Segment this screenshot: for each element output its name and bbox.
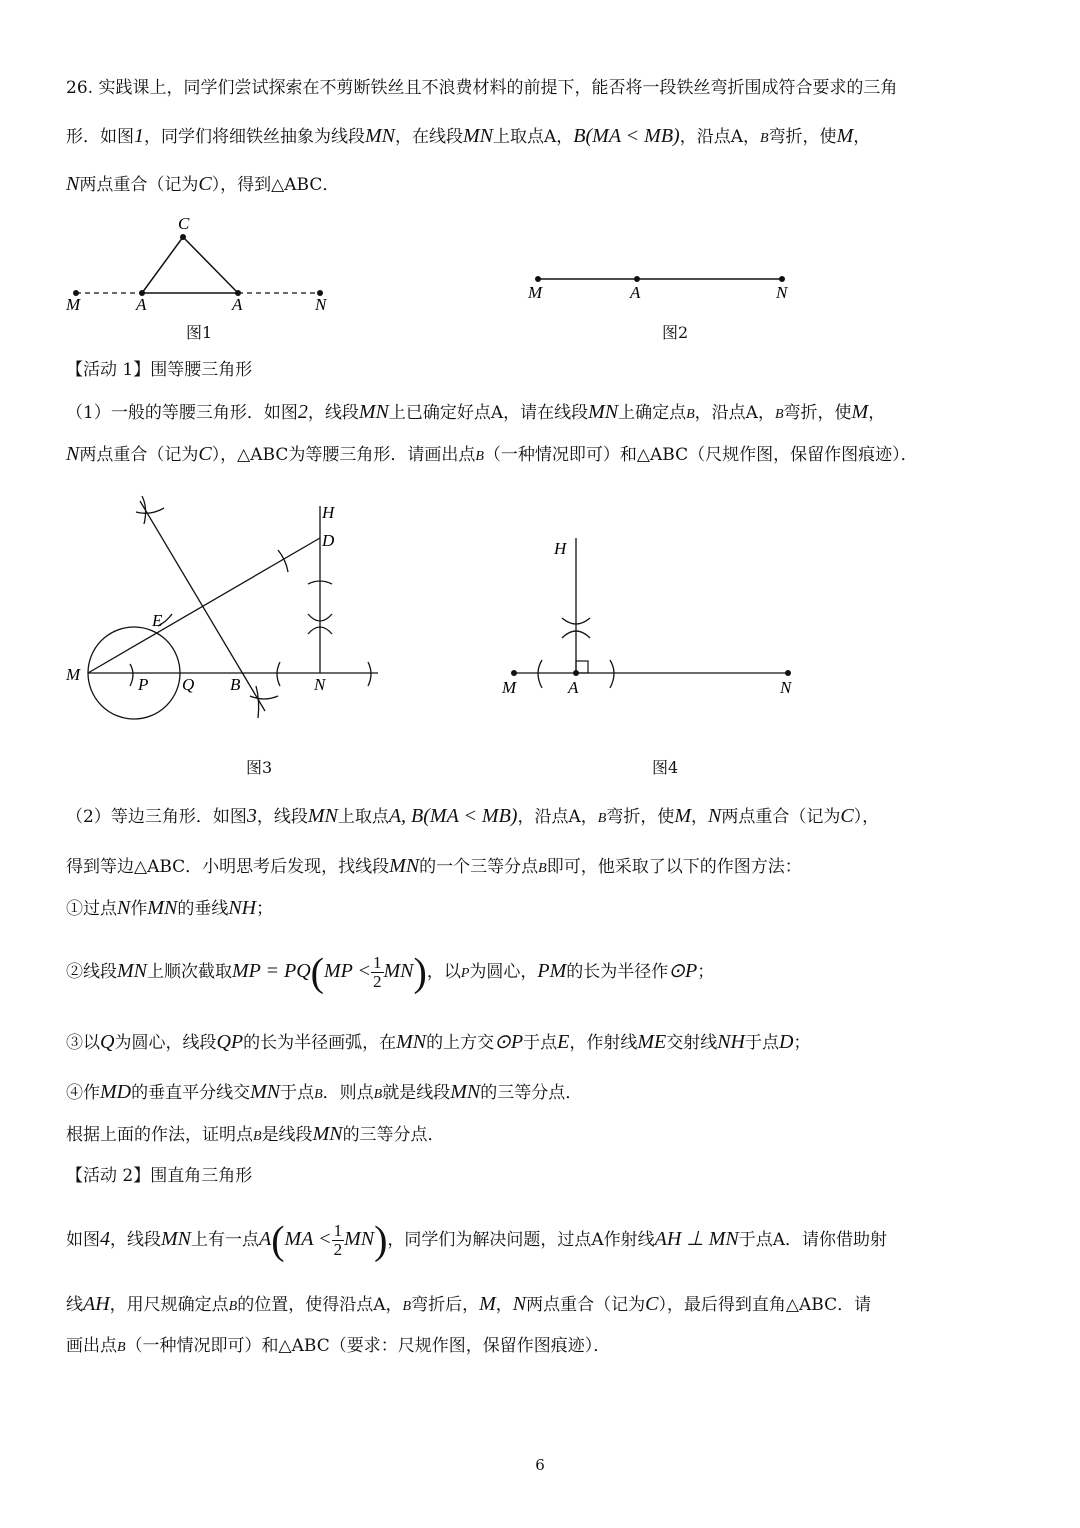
text: ，同学们将细铁丝抽象为线段 [144, 127, 365, 147]
math: MN [365, 125, 395, 147]
figure-3-caption: 图3 [246, 758, 273, 777]
label-a: A [568, 678, 579, 697]
math: AH ⊥ MN [654, 1228, 739, 1250]
point-m [535, 276, 541, 282]
math: M [674, 805, 691, 827]
label-n: N [315, 295, 327, 314]
math: MN [358, 401, 389, 423]
label-e: E [152, 611, 163, 630]
text: 得到等边△ABC．小明思考后发现，找线段 [66, 857, 390, 877]
math: B(MA < MB) [573, 125, 680, 147]
point-m [511, 670, 517, 676]
arc-mark [250, 696, 278, 699]
text: ），得到△ABC． [211, 175, 340, 195]
activity-1-line-2 [66, 442, 918, 469]
text: ； [256, 899, 274, 919]
text: （2）等边三角形．如图 [66, 807, 247, 827]
text: 如图 [66, 1230, 100, 1250]
text: ， [691, 807, 708, 827]
label-a: A [630, 283, 641, 302]
text: 两点重合（记为 [79, 445, 199, 465]
text: 上确定点 [618, 403, 687, 423]
text: 弯折后， [411, 1295, 480, 1315]
math: MN [117, 960, 147, 982]
label-n: N [314, 675, 326, 694]
label-a: A [136, 295, 147, 314]
math: A [259, 1228, 272, 1250]
math: M [851, 401, 869, 423]
fraction-half [332, 1222, 345, 1259]
math: MP = PQ [232, 960, 311, 982]
math: N [66, 173, 80, 195]
paren-open: ( [271, 1217, 285, 1263]
text: 交射线 [666, 1033, 718, 1053]
math: MN [383, 960, 414, 982]
activity-2-line-3 [66, 1334, 610, 1360]
text: 弯折，使 [783, 403, 852, 423]
math: A, B(MA < MB) [388, 805, 518, 827]
text: ，沿点A， [679, 127, 760, 147]
math: B [117, 1340, 126, 1355]
text: ），△ABC为等腰三角形．请画出点 [211, 445, 476, 465]
text: 上已确定好点A，请在线段 [388, 403, 589, 423]
problem-line-3 [66, 172, 339, 197]
math: B [253, 1129, 262, 1144]
text: ．则点 [322, 1083, 374, 1103]
text: ， [853, 127, 871, 147]
text: 为圆心，线段 [114, 1033, 217, 1053]
math: MP < [324, 960, 372, 982]
ray-me [88, 538, 320, 673]
text: 的垂直平分线交 [131, 1083, 251, 1103]
figure-4 [496, 530, 806, 700]
math: P [460, 966, 470, 981]
math: MN [450, 1081, 481, 1103]
math: MN [463, 125, 493, 147]
step-2 [66, 946, 714, 999]
math: AH [83, 1293, 110, 1315]
numerator: 1 [333, 1221, 343, 1240]
figure-3 [60, 486, 390, 736]
text: 上取点 [337, 807, 389, 827]
label-p: P [138, 675, 149, 694]
math: MN [396, 1031, 427, 1053]
perpendicular-bisector [140, 501, 265, 711]
text: 为圆心， [469, 962, 538, 982]
numerator: 1 [373, 953, 382, 972]
math: MN [307, 805, 338, 827]
figure-4-caption: 图4 [652, 758, 679, 777]
text: 的位置，使得沿点A， [237, 1295, 403, 1315]
step-1 [66, 896, 273, 921]
math: 1 [134, 125, 144, 147]
math: B [402, 1299, 412, 1314]
paren-close: ) [374, 1217, 388, 1263]
math: ⊙P [494, 1031, 524, 1053]
text: ，在线段 [395, 127, 463, 147]
text: ，沿点A， [694, 403, 775, 423]
math: ME [637, 1031, 667, 1053]
text: 的长为半径画弧，在 [243, 1033, 397, 1053]
math: MA < [284, 1228, 332, 1250]
math: MN [250, 1081, 281, 1103]
math: C [840, 805, 854, 827]
part-2-line-1 [66, 804, 879, 831]
label-m: M [528, 283, 543, 302]
math: MN [312, 1123, 343, 1145]
text: ，线段 [110, 1230, 161, 1250]
text: 是线段 [261, 1125, 313, 1145]
label-h: H [554, 539, 567, 558]
math: NH [717, 1031, 746, 1053]
math: B [686, 407, 695, 422]
text: 的三等分点． [342, 1125, 445, 1145]
problem-line-2 [66, 124, 870, 151]
math: QP [216, 1031, 244, 1053]
text: ， [495, 1295, 513, 1315]
math: NH [228, 897, 257, 919]
text: 于点 [745, 1033, 780, 1053]
text: 画出点 [66, 1336, 117, 1356]
math: ⊙P [668, 960, 698, 982]
label-h: H [322, 503, 335, 522]
figure-2-caption: 图2 [662, 323, 689, 342]
arc-mark-p [130, 664, 133, 686]
math: B [760, 131, 769, 146]
text: ； [697, 962, 715, 982]
text: ③以 [66, 1033, 100, 1053]
arc-mark [610, 660, 614, 688]
text: 上有一点 [191, 1230, 259, 1250]
label-a: A [232, 295, 243, 314]
arc-mark [256, 686, 259, 718]
text: ，线段 [256, 807, 308, 827]
math: D [779, 1031, 794, 1053]
math: M [479, 1293, 496, 1315]
label-n: N [776, 283, 788, 302]
activity-2-line-1 [66, 1214, 887, 1265]
text: 的垂线 [177, 899, 229, 919]
text: 上顺次截取 [147, 962, 232, 982]
math: C [645, 1293, 659, 1315]
text: （一种情况即可）和△ABC（要求：尺规作图，保留作图痕迹）． [125, 1336, 611, 1356]
text: 形．如图 [66, 127, 134, 147]
step-3 [66, 1030, 810, 1055]
proof-prompt [66, 1122, 445, 1149]
math: N [708, 805, 722, 827]
arc-mark [136, 508, 164, 513]
text: 弯折，使 [606, 807, 675, 827]
math: 2 [297, 401, 308, 423]
math: MN [344, 1228, 375, 1250]
text: 作 [130, 899, 148, 919]
math: 3 [246, 805, 257, 827]
math: PM [537, 960, 567, 982]
math: M [836, 125, 854, 147]
math: B [373, 1087, 383, 1102]
math: Q [100, 1031, 115, 1053]
page-number: 6 [535, 1456, 545, 1474]
arc-mark [142, 496, 146, 524]
text: 根据上面的作法，证明点 [66, 1125, 253, 1145]
math: N [512, 1293, 527, 1315]
text: 的三等分点． [480, 1083, 583, 1103]
math: C [198, 173, 212, 195]
text: ①过点 [66, 899, 117, 919]
text: 两点重合（记为 [721, 807, 841, 827]
text: 上取点A， [493, 127, 574, 147]
text: ②线段 [66, 962, 117, 982]
label-c: C [178, 214, 190, 233]
activity-2-line-2 [66, 1292, 871, 1319]
text: ， [868, 403, 886, 423]
point-a [573, 670, 579, 676]
denominator: 2 [333, 1240, 343, 1259]
text: ，以 [426, 962, 461, 982]
math: MN [161, 1228, 191, 1250]
text: 的长为半径作 [566, 962, 669, 982]
point-c [180, 234, 186, 240]
math: MN [147, 897, 178, 919]
label-d: D [322, 531, 335, 550]
math: B [597, 811, 607, 826]
text: ④作 [66, 1083, 100, 1103]
fraction-half [371, 954, 384, 991]
text: 于点 [280, 1083, 315, 1103]
math: B [228, 1299, 238, 1314]
arc-mark [277, 662, 280, 686]
step-4 [66, 1080, 582, 1107]
activity-1-line-1 [66, 400, 885, 427]
problem-line-1 [66, 76, 897, 100]
text: 的一个三等分点 [419, 857, 539, 877]
paren-close: ) [413, 949, 427, 995]
label-n: N [780, 678, 792, 697]
triangle-side-right [183, 237, 238, 293]
text: （1）一般的等腰三角形．如图 [66, 403, 298, 423]
figure-2 [520, 262, 810, 312]
math: N [66, 443, 80, 465]
point-n [779, 276, 785, 282]
label-m: M [66, 295, 81, 314]
text: 两点重合（记为 [526, 1295, 646, 1315]
text: ； [793, 1033, 811, 1053]
label-q: Q [182, 675, 195, 694]
text: ）， [853, 807, 880, 827]
math: B [314, 1087, 323, 1102]
denominator: 2 [373, 972, 382, 991]
math: E [557, 1031, 570, 1053]
text: 26. 实践课上，同学们尝试探索在不剪断铁丝且不浪费材料的前提下，能否将一段铁丝弯折围成符合要求的三角 [66, 78, 898, 98]
text: 于点A．请你借助射 [738, 1230, 888, 1250]
activity-1-title: 【活动 1】围等腰三角形 [66, 360, 253, 380]
math: 4 [100, 1228, 110, 1250]
text: 线 [66, 1295, 83, 1315]
text: ，同学们为解决问题，过点A作射线 [387, 1230, 655, 1250]
figure-1-caption: 图1 [186, 323, 213, 342]
arc-mark [538, 660, 542, 688]
triangle-side-left [142, 237, 183, 293]
math: MD [100, 1081, 132, 1103]
text: 的上方交 [426, 1033, 495, 1053]
text: 弯折，使 [768, 127, 837, 147]
math: N [117, 897, 131, 919]
paren-open: ( [310, 949, 324, 995]
arc-mark [368, 662, 371, 686]
math: MN [588, 401, 619, 423]
text: ，用尺规确定点 [109, 1295, 229, 1315]
text: ，沿点A， [517, 807, 598, 827]
text: ，线段 [307, 403, 359, 423]
math: B [475, 449, 484, 464]
text: ），最后得到直角△ABC．请 [658, 1295, 872, 1315]
figure-1 [60, 212, 360, 322]
math: B [538, 861, 547, 876]
activity-2-title: 【活动 2】围直角三角形 [66, 1166, 253, 1186]
label-m: M [502, 678, 517, 697]
label-m: M [66, 665, 81, 684]
point-n [785, 670, 791, 676]
math: B [774, 407, 784, 422]
part-2-line-2 [66, 854, 802, 881]
text: 于点 [523, 1033, 558, 1053]
text: 两点重合（记为 [79, 175, 199, 195]
text: （一种情况即可）和△ABC（尺规作图，保留作图痕迹）． [483, 445, 918, 465]
math: MN [389, 855, 420, 877]
text: 即可，他采取了以下的作图方法： [546, 857, 802, 877]
text: 就是线段 [382, 1083, 451, 1103]
label-b: B [230, 675, 241, 694]
point-a [634, 276, 640, 282]
math: C [198, 443, 212, 465]
text: ，作射线 [569, 1033, 638, 1053]
